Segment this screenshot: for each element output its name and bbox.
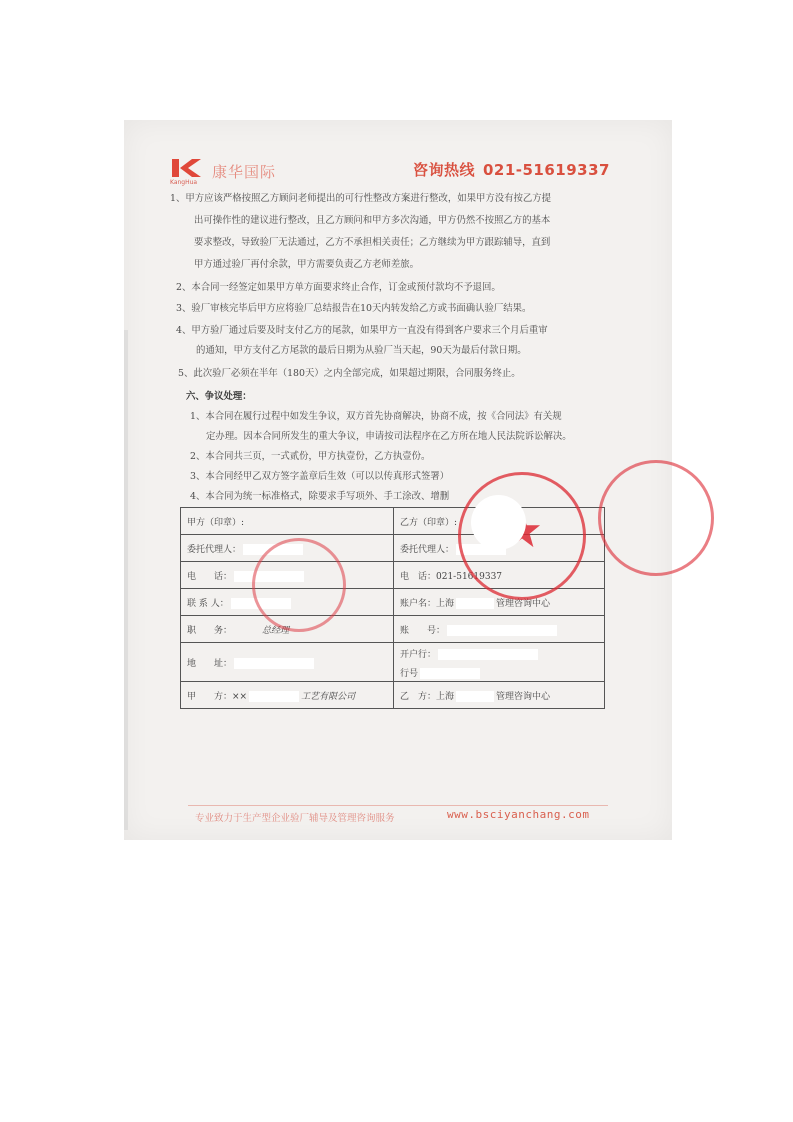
logo-chinese: 康华国际 — [212, 163, 277, 181]
party-a-handwritten-suffix: 工艺有限公司 — [301, 691, 356, 702]
redaction — [471, 495, 526, 550]
party-b-agent-label: 委托代理人： — [400, 544, 455, 555]
party-a-address-label: 地 址： — [187, 658, 233, 669]
clause-line: 5、此次验厂必须在半年（180天）之内全部完成，如果超过期限，合同服务终止。 — [178, 368, 521, 379]
footer-divider — [188, 805, 608, 806]
clause-line: 的通知，甲方支付乙方尾款的最后日期为从验厂当天起，90天为最后付款日期。 — [196, 345, 527, 356]
clause-line: 3、本合同经甲乙双方签字盖章后生效（可以以传真形式签署） — [190, 471, 450, 482]
bank-no-line — [400, 666, 598, 679]
logo-english: KangHua — [170, 179, 198, 186]
table-row — [181, 616, 605, 643]
bank-no-label: 行号 — [400, 669, 419, 679]
party-a-phone-label: 电 话： — [187, 571, 233, 582]
party-b-edge-seal — [598, 460, 714, 576]
clause-line: 2、本合同一经签定如果甲方单方面要求终止合作，订金或预付款均不予退回。 — [176, 282, 501, 293]
redaction — [234, 658, 314, 669]
party-b-account-no — [394, 616, 605, 643]
clause-line: 1、甲方应该严格按照乙方顾问老师提出的可行性整改方案进行整改，如果甲方没有按乙方提 — [170, 193, 551, 204]
redaction — [420, 668, 480, 679]
hotline-label: 咨询热线 — [412, 161, 475, 179]
redaction — [456, 691, 494, 702]
party-a-label: 甲 方： — [187, 691, 233, 702]
party-a-signature — [181, 682, 394, 709]
redaction — [249, 691, 299, 702]
footer-slogan: 专业致力于生产型企业验厂辅导及管理咨询服务 — [195, 813, 395, 824]
handwritten-title: 总经理 — [262, 625, 290, 636]
party-a-address — [181, 643, 394, 682]
account-name-suffix: 管理咨询中心 — [496, 598, 551, 609]
bank-label: 开户行： — [400, 650, 437, 660]
scan-shadow-edge — [124, 330, 128, 830]
table-row — [181, 643, 605, 682]
clause-line: 甲方通过验厂再付余款，甲方需要负责乙方老师差旅。 — [194, 259, 420, 270]
party-b-name-suffix: 管理咨询中心 — [496, 691, 551, 702]
party-a-seal: 甲方（印章）: — [181, 508, 394, 535]
clause-line: 4、本合同为统一标准格式，除要求手写项外、手工涂改、增删 — [190, 491, 450, 502]
party-b-signature — [394, 682, 605, 709]
clause-line: 定办理。因本合同所发生的重大争议，申请按司法程序在乙方所在地人民法院诉讼解决。 — [206, 431, 572, 442]
section-heading-dispute: 六、争议处理： — [186, 391, 252, 402]
hotline — [413, 159, 610, 180]
account-name-prefix: 账户名：上海 — [400, 598, 455, 609]
party-b-phone: 电 话：021-51619337 — [394, 562, 605, 589]
clause-line: 要求整改，导致验厂无法通过，乙方不承担相关责任；乙方继续为甲方跟踪辅导，直到 — [194, 237, 551, 248]
party-a-handwritten-prefix: ×× — [232, 691, 248, 702]
redaction — [438, 649, 538, 660]
clause-line: 3、验厂审核完毕后甲方应将验厂总结报告在10天内转发给乙方或书面确认验厂结果。 — [176, 303, 532, 314]
party-b-seal: 乙方（印章）: — [394, 508, 605, 535]
party-a-company-seal — [252, 538, 346, 632]
party-a-title-label: 职 务： — [187, 625, 233, 636]
party-a-contact-label: 联 系 人： — [187, 598, 229, 609]
party-b-bank — [394, 643, 605, 682]
clause-line: 出可操作性的建议进行整改，且乙方顾问和甲方多次沟通，甲方仍然不按照乙方的基本 — [194, 215, 551, 226]
redaction — [456, 598, 494, 609]
footer-url: www.bsciyanchang.com — [447, 808, 590, 821]
clause-line: 2、本合同共三页，一式贰份，甲方执壹份，乙方执壹份。 — [190, 451, 431, 462]
account-no-label: 账 号： — [400, 625, 446, 636]
redaction — [447, 625, 557, 636]
hotline-number: 021-51619337 — [482, 161, 610, 179]
clause-line: 4、甲方验厂通过后要及时支付乙方的尾款，如果甲方一直没有得到客户要求三个月后重审 — [176, 325, 548, 336]
party-a-agent-label: 委托代理人： — [187, 544, 242, 555]
letterhead — [170, 157, 610, 185]
bank-line — [400, 647, 598, 660]
party-b-label: 乙 方：上海 — [400, 691, 455, 702]
table-row — [181, 682, 605, 709]
party-b-company-seal — [458, 472, 586, 600]
clause-line: 1、本合同在履行过程中如发生争议，双方首先协商解决，协商不成，按《合同法》有关规 — [190, 411, 562, 422]
